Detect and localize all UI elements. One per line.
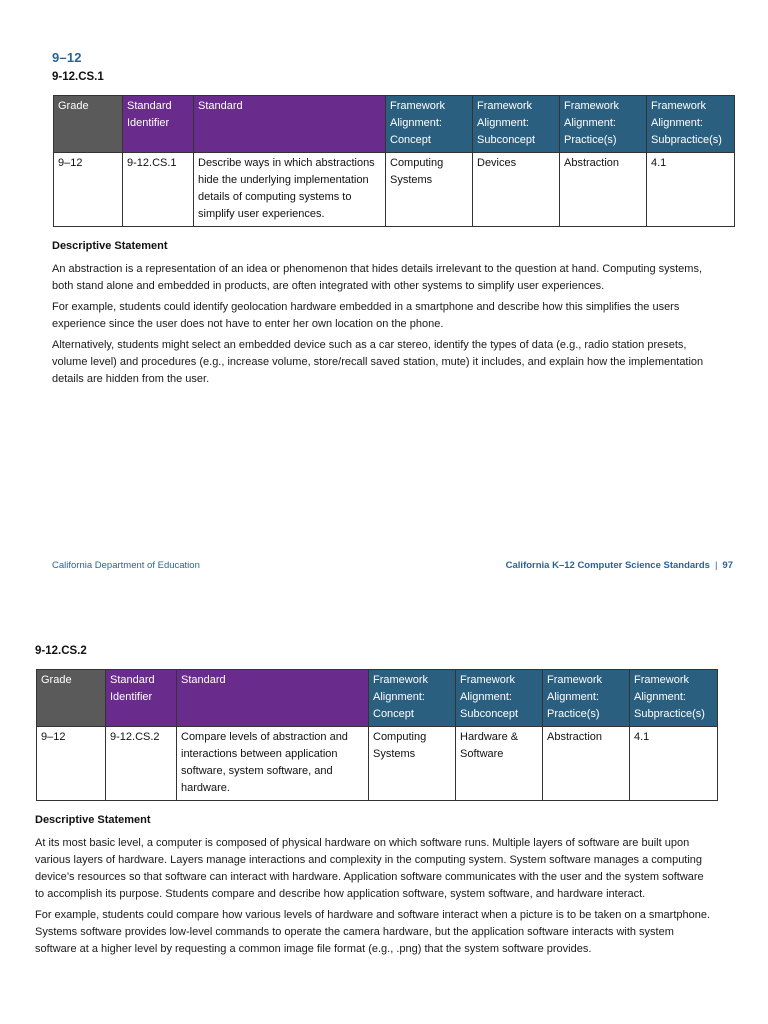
header-practices: Framework Alignment: Practice(s): [543, 670, 630, 727]
header-concept: Framework Alignment: Concept: [386, 96, 473, 153]
cell-grade: 9–12: [54, 153, 123, 227]
descriptive-statement-title: Descriptive Statement: [35, 814, 151, 826]
table-header-row: [37, 670, 718, 727]
cell-standard: Describe ways in which abstractions hide the underlying implementation details of computing systems to simplify user experiences.: [194, 153, 386, 227]
header-standard-identifier: Standard Identifier: [123, 96, 194, 153]
standard-table: [36, 669, 718, 801]
page-number: 97: [722, 560, 733, 571]
header-concept: Framework Alignment: Concept: [369, 670, 456, 727]
header-standard: Standard: [194, 96, 386, 153]
header-practices: Framework Alignment: Practice(s): [560, 96, 647, 153]
paragraph: Alternatively, students might select an embedded device such as a car stereo, identify the types of data (e.g., radio station presets, volume level) and procedures (e.g., increase volume, store/recall saved station, mute) it includes, and explain how the implementation details are hidden from the user.: [52, 339, 704, 385]
header-standard-identifier: Standard Identifier: [106, 670, 177, 727]
grade-band-heading: 9–12: [52, 50, 82, 65]
header-subconcept: Framework Alignment: Subconcept: [456, 670, 543, 727]
header-grade: Grade: [54, 96, 123, 153]
standard-table: [53, 95, 735, 227]
standard-id-heading: 9-12.CS.2: [35, 645, 87, 657]
header-subpractices: Framework Alignment: Subpractice(s): [647, 96, 735, 153]
cell-concept: Computing Systems: [369, 727, 456, 801]
cell-standard-identifier: 9-12.CS.2: [106, 727, 177, 801]
cell-subpractices: 4.1: [630, 727, 718, 801]
footer-title: [506, 560, 733, 571]
cell-grade: 9–12: [37, 727, 106, 801]
paragraph: At its most basic level, a computer is composed of physical hardware on which software runs. Multiple layers of software are built upon various layers of hardware. Layers manage interactions and complexity in the computing system. System software manages a computing device’s resources so that software can interact with hardware. Application software communicates with the user and the system software to accomplish its purpose. Students compare and describe how application software, system software, and hardware interact.: [35, 837, 704, 900]
footer-separator: |: [714, 560, 718, 571]
cell-subpractices: 4.1: [647, 153, 735, 227]
cell-practices: Abstraction: [543, 727, 630, 801]
cell-subconcept: Hardware & Software: [456, 727, 543, 801]
footer-department: California Department of Education: [52, 560, 200, 571]
descriptive-statement-title: Descriptive Statement: [52, 240, 168, 252]
cell-concept: Computing Systems: [386, 153, 473, 227]
cell-subconcept: Devices: [473, 153, 560, 227]
header-subconcept: Framework Alignment: Subconcept: [473, 96, 560, 153]
table-row: [54, 153, 735, 227]
table-header-row: [54, 96, 735, 153]
paragraph: For example, students could compare how various levels of hardware and software interact when a picture is to be taken on a smartphone. Systems software provides low-level commands to operate the camera hardware, but the application software interacts with system software at a higher level by requesting a common image file format (e.g., .png) that the system software provides.: [35, 909, 711, 955]
footer-document-title: California K–12 Computer Science Standards: [505, 560, 710, 571]
paragraph: For example, students could identify geolocation hardware embedded in a smartphone and describe how this simplifies the users experience since the user does not have to enter her own location on the phone.: [52, 301, 680, 330]
header-grade: Grade: [37, 670, 106, 727]
cell-practices: Abstraction: [560, 153, 647, 227]
standard-id-heading: 9-12.CS.1: [52, 71, 104, 83]
header-standard: Standard: [177, 670, 369, 727]
header-subpractices: Framework Alignment: Subpractice(s): [630, 670, 718, 727]
cell-standard: Compare levels of abstraction and interactions between application software, system software, and hardware.: [177, 727, 369, 801]
cell-standard-identifier: 9-12.CS.1: [123, 153, 194, 227]
paragraph: An abstraction is a representation of an idea or phenomenon that hides details irrelevant to the question at hand. Computing systems, both stand alone and embedded in products, are often integrated with other systems to simplify user experiences.: [52, 263, 703, 292]
table-row: [37, 727, 718, 801]
